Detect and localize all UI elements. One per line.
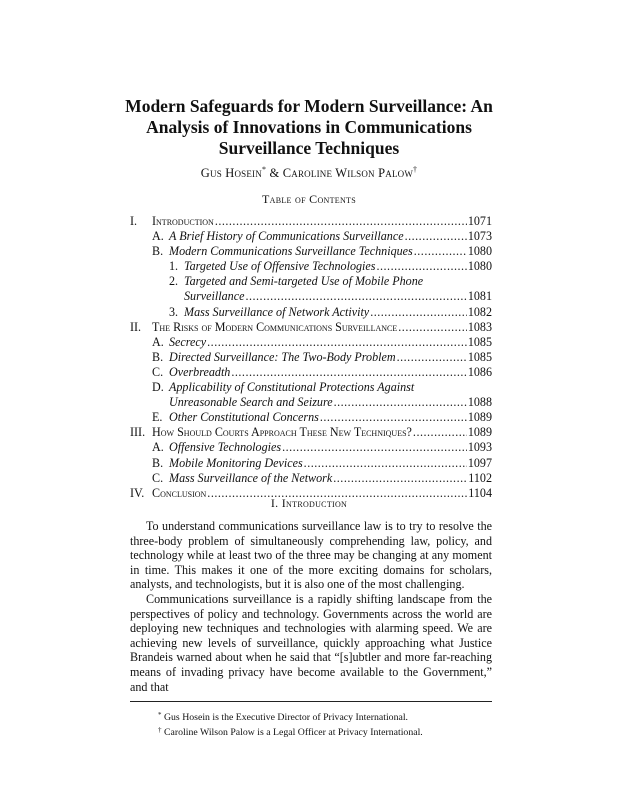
toc-leader-dots <box>376 259 466 274</box>
toc-entry-label: Unreasonable Search and Seizure <box>169 395 333 410</box>
toc-leader-dots <box>333 471 467 486</box>
article-title <box>100 96 518 159</box>
footnotes <box>158 709 498 739</box>
toc-entry <box>130 380 492 395</box>
footnote-marker: † <box>413 165 418 174</box>
author-name: Caroline Wilson Palow <box>282 166 414 180</box>
toc-page-number: 1104 <box>468 485 492 500</box>
toc-page-number: 1080 <box>467 244 492 259</box>
toc-leader-dots <box>231 365 466 380</box>
toc-entry <box>130 335 492 350</box>
toc-entry-label: Modern Communications Surveillance Techniques <box>169 244 413 259</box>
footnote-marker: † <box>158 726 162 734</box>
toc-entry-number: B. <box>152 455 164 470</box>
toc-entry <box>130 410 492 425</box>
toc-leader-dots <box>413 425 467 440</box>
toc-entry-label: Mobile Monitoring Devices <box>169 455 303 470</box>
toc-entry <box>130 214 492 229</box>
toc-entry <box>130 395 492 410</box>
toc-leader-dots <box>215 214 467 229</box>
toc-page-number: 1093 <box>467 440 492 455</box>
toc-entry-label: Targeted Use of Offensive Technologies <box>184 259 376 274</box>
paragraph: Communications surveillance is a rapidly shifting landscape from the perspectives of policy and technology. Governments across the world are deploying new techniques and technologies with alarming speed. We are achieving new levels of surveillance, quickly approaching what Justice Brandeis warned about when he said that “[s]ubtler and more far-reaching means of invading privacy have become available to the Government,” and that <box>130 591 492 694</box>
toc-page-number: 1085 <box>467 349 492 364</box>
toc-entry <box>130 350 492 365</box>
toc-entry-label: Directed Surveillance: The Two-Body Problem <box>169 349 396 364</box>
toc-entry-label: The Risks of Modern Communications Surveillance <box>152 319 398 334</box>
toc-entry-number: II. <box>130 319 142 334</box>
toc-leader-dots <box>398 320 467 335</box>
toc-entry-label: Introduction <box>152 214 214 228</box>
toc-entry-label: Applicability of Constitutional Protections Against <box>169 380 415 395</box>
toc-leader-dots <box>245 289 466 304</box>
toc-entry-label: A Brief History of Communications Surveillance <box>169 229 404 244</box>
paragraph: To understand communications surveillance law is to try to resolve the three-body problem of simultaneously comprehending law, policy, and technology while at least two of the three may be changing at any moment in time. This makes it one of the more exciting domains for scholars, analysts, and technologists, but it is also one of the most challenging. <box>130 519 492 592</box>
table-of-contents <box>130 214 492 501</box>
toc-entry-number: IV. <box>130 485 145 500</box>
footnote-divider <box>130 701 492 702</box>
author-name: Gus Hosein <box>200 166 262 180</box>
toc-leader-dots <box>320 410 467 425</box>
footnote <box>158 724 498 739</box>
toc-leader-dots <box>370 305 467 320</box>
toc-page-number: 1073 <box>467 229 492 244</box>
toc-entry <box>130 471 492 486</box>
toc-entry <box>130 229 492 244</box>
footnote-text: Caroline Wilson Palow is a Legal Officer at Privacy International. <box>163 727 423 738</box>
toc-page-number: 1097 <box>467 455 492 470</box>
toc-entry-label: Offensive Technologies <box>169 440 282 455</box>
body-text <box>130 519 492 694</box>
toc-entry-number: B. <box>152 244 164 259</box>
toc-entry <box>130 244 492 259</box>
toc-entry-number: 2. <box>169 274 179 289</box>
toc-heading: Table of Contents <box>262 192 356 206</box>
footnote <box>158 709 498 724</box>
footnote-marker: * <box>158 711 162 719</box>
toc-page-number: 1086 <box>467 364 492 379</box>
toc-leader-dots <box>282 440 467 455</box>
toc-entry-number: C. <box>152 364 164 379</box>
toc-page-number: 1083 <box>467 319 492 334</box>
toc-entry <box>130 440 492 455</box>
toc-entry-number: D. <box>152 380 164 395</box>
title-line: Surveillance Techniques <box>218 138 400 158</box>
toc-entry-number: 1. <box>169 259 179 274</box>
title-line: Analysis of Innovations in Communications <box>146 117 472 137</box>
toc-entry <box>130 425 492 440</box>
toc-entry-number: A. <box>152 334 164 349</box>
toc-entry-label: Targeted and Semi-targeted Use of Mobile Phone <box>184 274 424 289</box>
toc-entry-number: I. <box>130 214 138 228</box>
toc-entry <box>130 320 492 335</box>
toc-entry <box>130 274 492 289</box>
toc-page-number: 1082 <box>467 304 492 319</box>
title-line: Modern Safeguards for Modern Surveillance: An <box>125 96 493 116</box>
toc-page-number: 1089 <box>467 410 492 425</box>
footnote-text: Gus Hosein is the Executive Director of Privacy International. <box>163 712 408 723</box>
toc-entry <box>130 289 492 304</box>
toc-entry <box>130 365 492 380</box>
toc-entry-label: Conclusion <box>152 485 207 500</box>
author-byline <box>100 165 518 181</box>
toc-page-number: 1081 <box>467 289 492 304</box>
toc-leader-dots <box>414 244 467 259</box>
toc-entry-number: 3. <box>169 304 179 319</box>
author-joiner: & <box>266 166 283 180</box>
toc-entry-number: A. <box>152 229 164 244</box>
toc-entry-label: Mass Surveillance of the Network <box>169 470 333 485</box>
toc-entry <box>130 259 492 274</box>
toc-page-number: 1085 <box>467 334 492 349</box>
toc-leader-dots <box>397 350 467 365</box>
toc-entry-number: A. <box>152 440 164 455</box>
toc-page-number: 1089 <box>467 425 492 440</box>
toc-entry-label: Mass Surveillance of Network Activity <box>184 304 370 319</box>
toc-page-number: 1102 <box>468 470 492 485</box>
toc-page-number: 1080 <box>467 259 492 274</box>
toc-entry-number: C. <box>152 470 164 485</box>
toc-entry-number: III. <box>130 425 146 440</box>
toc-entry <box>130 305 492 320</box>
footnote-marker: * <box>261 165 267 174</box>
toc-page-number: 1088 <box>467 395 492 410</box>
toc-entry-label: Other Constitutional Concerns <box>169 410 319 425</box>
toc-leader-dots <box>334 395 467 410</box>
toc-entry-label: Surveillance <box>184 289 245 304</box>
toc-entry-number: E. <box>152 410 163 425</box>
toc-entry-number: B. <box>152 349 164 364</box>
toc-page-number: 1071 <box>467 214 492 228</box>
toc-entry <box>130 456 492 471</box>
toc-leader-dots <box>207 335 467 350</box>
section-heading: I. Introduction <box>270 496 348 510</box>
toc-leader-dots <box>405 229 467 244</box>
toc-leader-dots <box>304 456 467 471</box>
toc-entry-label: Secrecy <box>169 334 207 349</box>
toc-entry-label: How Should Courts Approach These New Techniques? <box>152 425 412 440</box>
toc-entry-label: Overbreadth <box>169 364 231 379</box>
